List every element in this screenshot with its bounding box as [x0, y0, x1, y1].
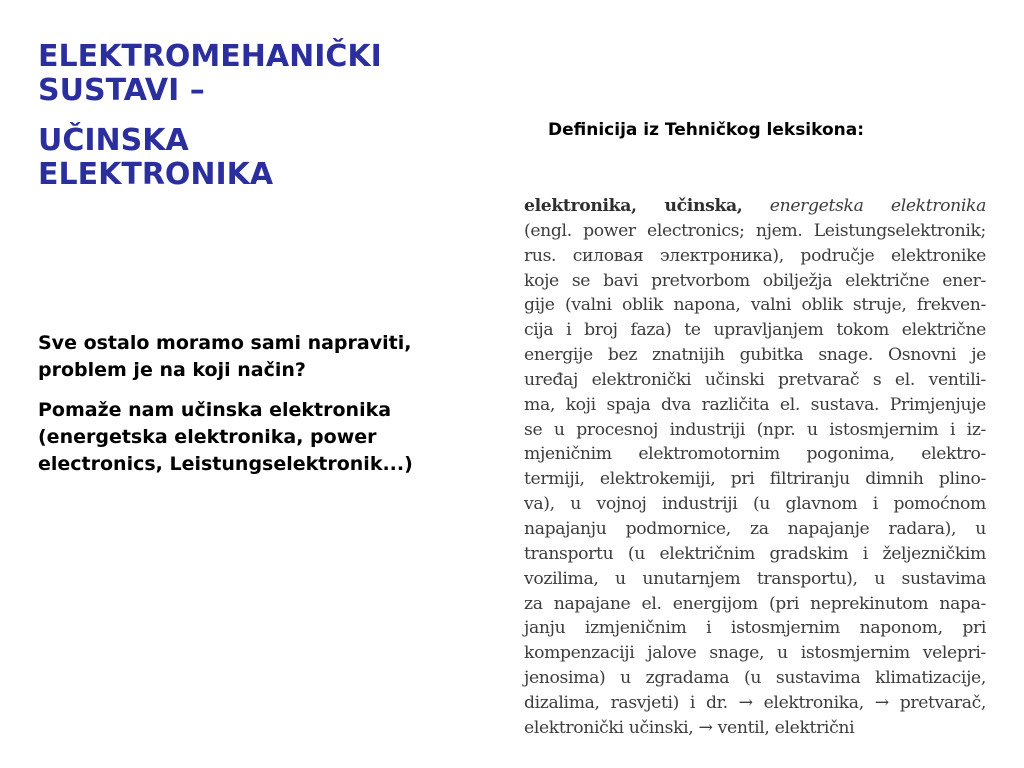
- lexicon-line: transportu (u električnim gradskim i željezničkim: [524, 543, 986, 564]
- lexicon-line: napajanju podmornice, za napajanje radara), u: [524, 518, 986, 539]
- lexicon-line: cija i broj faza) te upravljanjem tokom električne: [524, 320, 986, 341]
- slide-title: [38, 40, 478, 192]
- title-spacer: [38, 108, 478, 124]
- lexicon-line: jenosima) u zgradama (u sustavima klimatizacije,: [524, 668, 986, 689]
- definition-heading: Definicija iz Tehničkog leksikona:: [548, 120, 865, 140]
- lexicon-line: janju izmjeničnim i istosmjernim naponom, pri: [524, 618, 986, 639]
- lexicon-line: kompenzaciji jalove snage, u istosmjernim velepri-: [524, 643, 986, 664]
- subtitle-line-1: UČINSKA: [38, 123, 189, 158]
- lexicon-line-1: [524, 194, 986, 219]
- lexicon-line: za napajane el. energijom (pri neprekinutom napa-: [524, 593, 986, 614]
- lexicon-line: gije (valni oblik napona, valni oblik struje, frekven-: [524, 295, 986, 316]
- title-line-2: SUSTAVI –: [38, 73, 205, 108]
- lexicon-line: termiji, elektrokemiji, pri filtriranju dimnih plino-: [524, 469, 986, 490]
- subtitle-line-2: ELEKTRONIKA: [38, 157, 274, 192]
- lexicon-line: mjeničnim elektromotornim pogonima, elektro-: [524, 444, 986, 465]
- lexicon-line-last: elektronički učinski, → ventil, električni: [524, 717, 855, 738]
- lexicon-line: rus. силовая электроника), područje elektronike: [524, 245, 986, 266]
- lexicon-entry-scan: [524, 194, 986, 742]
- body-paragraph-1: Sve ostalo moramo sami napraviti, problem je na koji način?: [38, 332, 412, 381]
- lexicon-line-1-text: energetska elektronika: [742, 196, 986, 216]
- lexicon-line: (engl. power electronics; njem. Leistungselektronik;: [524, 220, 986, 241]
- lexicon-line: vozilima, u unutarnjem transportu), u sustavima: [524, 568, 986, 589]
- lexicon-line: dizalima, rasvjeti) i dr. → elektronika, → pretvarač,: [524, 692, 986, 713]
- lexicon-line: uređaj elektronički učinski pretvarač s el. ventili-: [524, 369, 986, 390]
- lexicon-line: koje se bavi pretvorbom obilježja električne ener-: [524, 270, 986, 291]
- lexicon-line: va), u vojnoj industriji (u glavnom i pomoćnom: [524, 494, 986, 515]
- lexicon-line: se u procesnoj industriji (npr. u istosmjernim i iz-: [524, 419, 986, 440]
- slide-body: [38, 330, 488, 491]
- title-line-1: ELEKTROMEHANIČKI: [38, 39, 382, 74]
- lexicon-line: energije bez znatnijih gubitka snage. Osnovni je: [524, 345, 986, 366]
- body-paragraph-2: Pomaže nam učinska elektronika (energetska elektronika, power electronics, Leistungselektronik...): [38, 399, 413, 475]
- lexicon-line: ma, koji spaja dva različita el. sustava. Primjenjuje: [524, 394, 986, 415]
- lexicon-term: elektronika, učinska,: [524, 196, 743, 216]
